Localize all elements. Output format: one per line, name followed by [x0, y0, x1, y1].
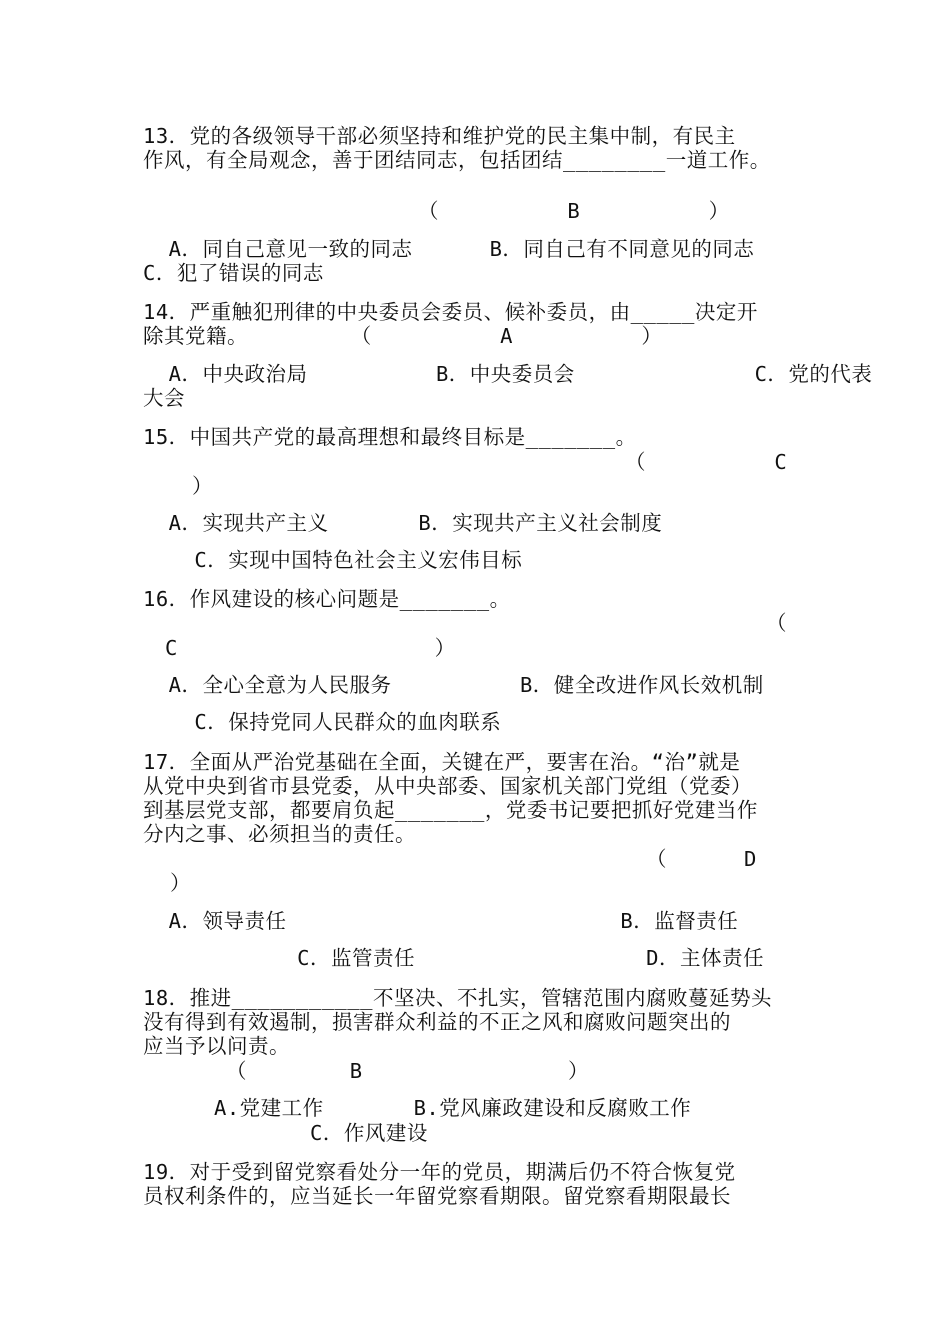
question-17-options-2: C．监管责任 D．主体责任: [143, 946, 764, 970]
question-15-line-1: 15．中国共产党的最高理想和最终目标是_______。: [143, 425, 637, 449]
question-16-answer-1: （: [766, 611, 787, 635]
question-17-line-3: 到基层党支部，都要肩负起_______，党委书记要把抓好党建当作: [143, 798, 758, 822]
question-15-options-1: A．实现共产主义 B．实现共产主义社会制度: [143, 511, 663, 535]
question-14-line-1: 14．严重触犯刑律的中央委员会委员、候补委员，由_____决定开: [143, 300, 758, 324]
question-17-line-4: 分内之事、必须担当的责任。: [143, 822, 416, 846]
question-17-answer-2: ）: [170, 871, 191, 895]
question-13-options-1: A．同自己意见一致的同志 B．同自己有不同意见的同志: [143, 237, 755, 261]
question-14-options-2: 大会: [143, 386, 185, 410]
question-18-line-1: 18．推进___________不坚决、不扎实，管辖范围内腐败蔓延势头: [143, 986, 772, 1010]
question-18-options-1: A.党建工作 B.党风廉政建设和反腐败工作: [214, 1096, 692, 1120]
question-16-line-1: 16．作风建设的核心问题是_______。: [143, 587, 511, 611]
question-17-line-1: 17．全面从严治党基础在全面，关键在严，要害在治。“治”就是: [143, 750, 741, 774]
question-19-line-2: 员权利条件的，应当延长一年留党察看期限。留党察看期限最长: [143, 1184, 731, 1208]
question-13-answer: （ B ）: [418, 199, 730, 223]
question-15-options-2: C．实现中国特色社会主义宏伟目标: [143, 548, 523, 572]
question-18-line-3: 应当予以问责。: [143, 1034, 290, 1058]
question-13-line-1: 13．党的各级领导干部必须坚持和维护党的民主集中制，有民主: [143, 124, 736, 148]
question-19-line-1: 19．对于受到留党察看处分一年的党员，期满后仍不符合恢复党: [143, 1160, 736, 1184]
question-13-options-2: C．犯了错误的同志: [143, 261, 324, 285]
question-16-options-2: C．保持党同人民群众的血肉联系: [143, 710, 502, 734]
question-16-answer-2: C ）: [165, 636, 456, 660]
question-15-answer-2: ）: [192, 474, 213, 498]
question-14-options-1: A．中央政治局 B．中央委员会 C．党的代表: [143, 362, 873, 386]
question-17-line-2: 从党中央到省市县党委，从中央部委、国家机关部门党组（党委）: [143, 774, 752, 798]
question-14-line-2: 除其党籍。 （ A ）: [143, 324, 663, 348]
question-13-line-2: 作风，有全局观念，善于团结同志，包括团结________一道工作。: [143, 148, 771, 172]
question-17-answer-1: （ D: [646, 847, 757, 871]
question-17-options-1: A．领导责任 B．监督责任: [143, 909, 739, 933]
question-18-answer: （ B ）: [226, 1059, 590, 1083]
question-15-answer-1: （ C: [625, 450, 788, 474]
question-18-line-2: 没有得到有效遏制，损害群众利益的不正之风和腐败问题突出的: [143, 1010, 731, 1034]
question-16-options-1: A．全心全意为人民服务 B．健全改进作风长效机制: [143, 673, 764, 697]
question-18-options-2: C．作风建设: [310, 1121, 428, 1145]
